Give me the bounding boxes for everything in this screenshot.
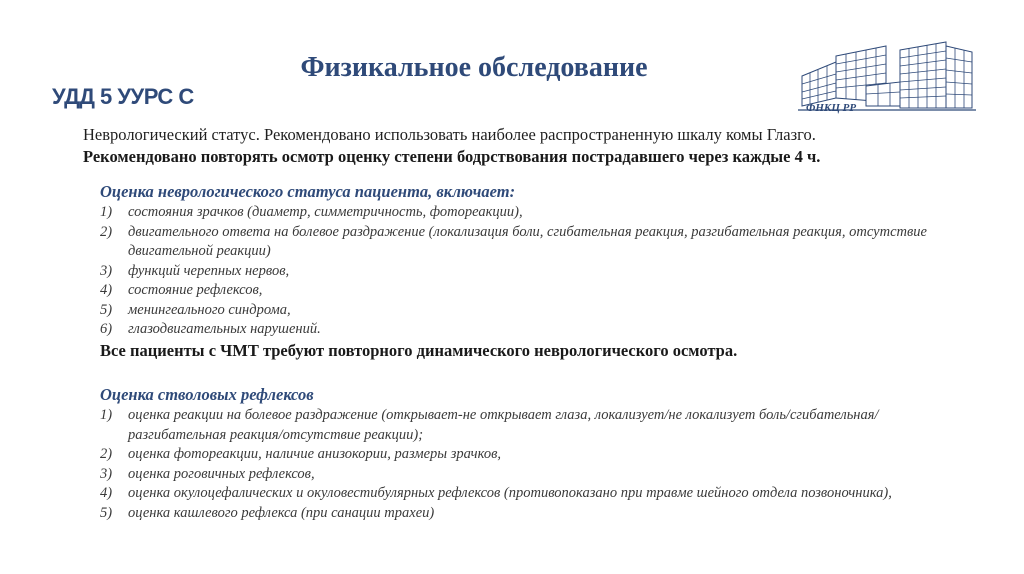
list-item: [100, 320, 930, 340]
item-number: 3): [100, 262, 113, 279]
intro-line-1: Неврологический статус. Рекомендовано использовать наиболее распространенную шкалу комы Глазго.: [83, 125, 816, 144]
item-text: оценка окулоцефалических и окуловестибулярных рефлексов (противопоказано при травме шейного отдела позвоночника),: [128, 485, 892, 501]
list-item: [100, 465, 930, 485]
list-item: [100, 262, 930, 282]
brainstem-reflexes-section: [100, 384, 930, 523]
item-number: 6): [100, 321, 113, 337]
page-subtitle: УДД 5 УУРС С: [52, 84, 194, 109]
item-text: глазодвигательных нарушений.: [128, 321, 321, 337]
item-number: 2): [100, 446, 113, 462]
list-item: [100, 406, 930, 445]
item-number: 3): [100, 465, 113, 482]
list-item: [100, 504, 930, 524]
brainstem-reflexes-list: [100, 406, 930, 523]
section-heading: Оценка неврологического статуса пациента, включает:: [100, 182, 516, 201]
item-text: функций черепных нервов,: [128, 262, 290, 279]
logo-caption: ФНКЦ РР: [806, 102, 857, 114]
item-text: оценка реакции на болевое раздражение (открывает-не открывает глаза, локализует/не локализует боль/сгибательная/разгибательная реакция/отсутствие реакции);: [128, 407, 879, 443]
section-heading: Оценка стволовых рефлексов: [100, 385, 314, 404]
item-number: 5): [100, 504, 113, 521]
item-text: двигательного ответа на болевое раздражение (локализация боли, сгибательная реакция, разгибательная реакция, отсутствие двигательной реакции): [128, 223, 927, 259]
list-item: [100, 281, 930, 301]
intro-line-2: Рекомендовано повторять осмотр оценку степени бодрствования пострадавшего через каждые 4 ч.: [83, 147, 821, 166]
item-text: оценка кашлевого рефлекса (при санации трахеи): [128, 504, 435, 521]
page-title: Физикальное обследование: [300, 52, 648, 83]
list-item: [100, 203, 930, 223]
item-text: оценка роговичных рефлексов,: [128, 465, 315, 482]
list-item: [100, 301, 930, 321]
item-text: состояния зрачков (диаметр, симметричность, фотореакции),: [128, 204, 523, 220]
neuro-status-section: [100, 181, 930, 362]
item-text: состояние рефлексов,: [128, 282, 263, 298]
item-number: 1): [100, 204, 113, 220]
item-number: 5): [100, 301, 113, 318]
item-number: 4): [100, 282, 113, 298]
neuro-status-list: [100, 203, 930, 340]
item-number: 4): [100, 485, 113, 501]
item-text: оценка фотореакции, наличие анизокории, размеры зрачков,: [128, 446, 501, 462]
list-item: [100, 484, 930, 504]
item-number: 1): [100, 407, 113, 423]
item-text: менингеального синдрома,: [128, 301, 291, 318]
intro-text: [83, 124, 983, 168]
list-item: [100, 445, 930, 465]
list-item: [100, 223, 930, 262]
item-number: 2): [100, 223, 113, 240]
tbi-note: Все пациенты с ЧМТ требуют повторного динамического неврологического осмотра.: [100, 340, 738, 360]
